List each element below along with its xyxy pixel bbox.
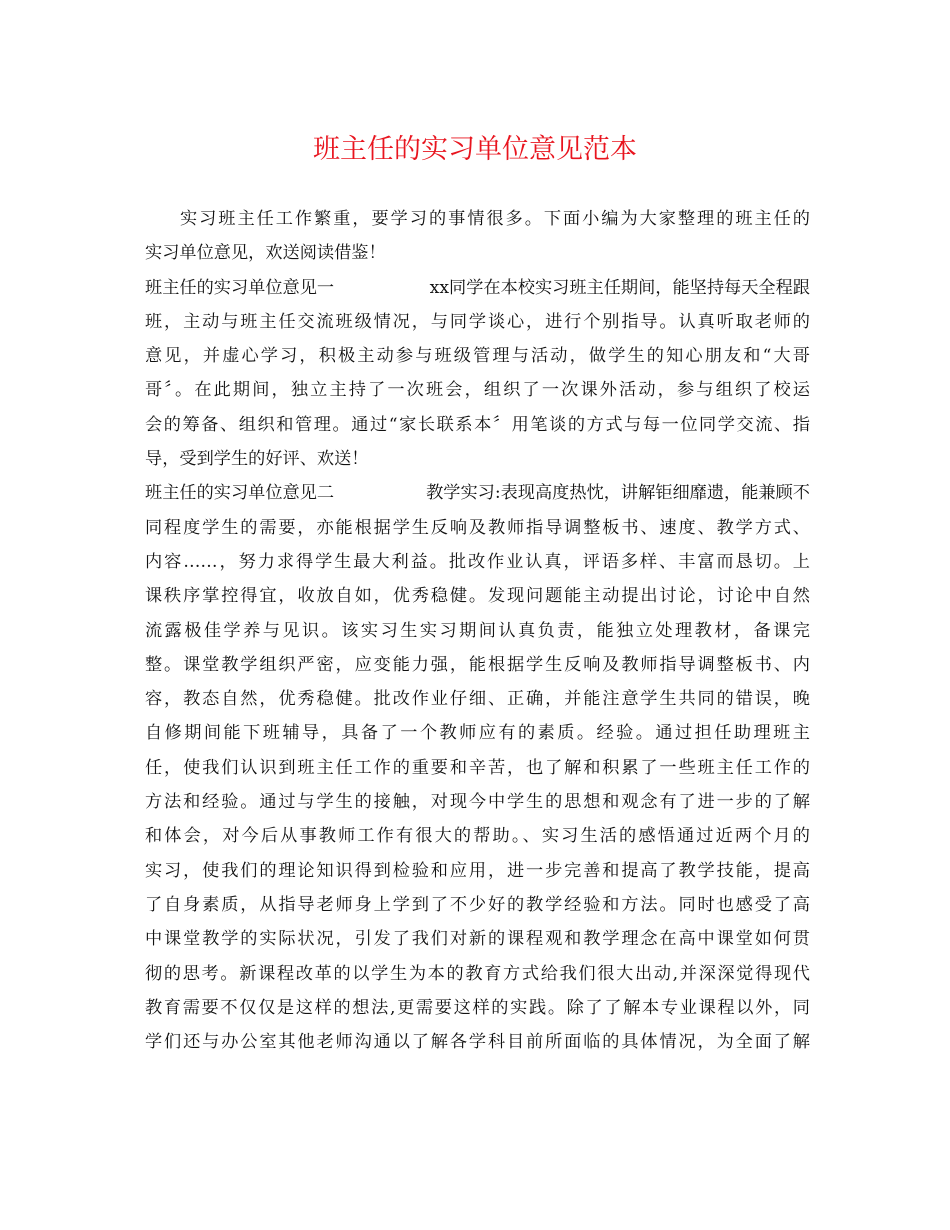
paragraph-line: 方法和经验。通过与学生的接触，对现今中学生的思想和观念有了进一步的了解 <box>145 792 810 813</box>
section2-first-line: 教学实习:表现高度热忱，讲解钜细靡遗，能兼顾不 <box>426 483 810 504</box>
paragraph-line: 教育需要不仅仅是这样的想法,更需要这样的实践。除了了解本专业课程以外，同 <box>145 997 810 1018</box>
section-heading-line <box>145 476 810 510</box>
paragraph-line: 流露极佳学养与见识。该实习生实习期间认真负责，能独立处理教材，备课完 <box>145 620 810 641</box>
paragraph-line: 中课堂教学的实际状况，引发了我们对新的课程观和教学理念在高中课堂如何贯 <box>145 929 810 950</box>
paragraph-line: 彻的思考。新课程改革的以学生为本的教育方式给我们很大出动,并深深觉得现代 <box>145 963 810 984</box>
paragraph-line: 导，受到学生的好评、欢送！ <box>145 449 369 470</box>
section2-heading: 班主任的实习单位意见二 <box>145 483 335 504</box>
document-title: 班主任的实习单位意见范本 <box>313 134 637 165</box>
paragraph-line: 同程度学生的需要，亦能根据学生反响及教师指导调整板书、速度、教学方式、 <box>145 517 810 538</box>
paragraph-line: 容，教态自然，优秀稳健。批改作业仔细、正确，并能注意学生共同的错误，晚 <box>145 689 810 710</box>
paragraph-line: 了自身素质，从指导老师身上学到了不少好的教学经验和方法。同时也感受了高 <box>145 894 810 915</box>
paragraph-line: 任，使我们认识到班主任工作的重要和辛苦，也了解和积累了一些班主任工作的 <box>145 757 810 778</box>
paragraph-line: 内容……，努力求得学生最大利益。批改作业认真，评语多样、丰富而恳切。上 <box>145 551 810 572</box>
paragraph-line: 意见，并虚心学习，积极主动参与班级管理与活动，做学生的知心朋友和“大哥 <box>145 346 810 367</box>
document-body <box>145 202 810 1059</box>
paragraph-line: 和体会，对今后从事教师工作有很大的帮助。、实习生活的感悟通过近两个月的 <box>145 826 810 847</box>
paragraph-line: 学们还与办公室其他老师沟通以了解各学科目前所面临的具体情况，为全面了解 <box>145 1032 810 1053</box>
intro-line: 实习单位意见，欢送阅读借鉴！ <box>145 243 386 264</box>
paragraph-line: 实习，使我们的理论知识得到检验和应用，进一步完善和提高了教学技能，提高 <box>145 860 810 881</box>
paragraph-line: 自修期间能下班辅导，具备了一个教师应有的素质。经验。通过担任助理班主 <box>145 723 810 744</box>
paragraph-line: 课秩序掌控得宜，收放自如，优秀稳健。发现问题能主动提出讨论，讨论中自然 <box>145 586 810 607</box>
paragraph-line: 班，主动与班主任交流班级情况，与同学谈心，进行个别指导。认真听取老师的 <box>145 311 810 332</box>
section1-first-line: xx同学在本校实习班主任期间，能坚持每天全程跟 <box>429 277 810 298</box>
paragraph-line: 整。课堂教学组织严密，应变能力强，能根据学生反响及教师指导调整板书、内 <box>145 654 810 675</box>
section1-heading: 班主任的实习单位意见一 <box>145 277 335 298</box>
paragraph-line: 会的筹备、组织和管理。通过“家长联系本〞用笔谈的方式与每一位同学交流、指 <box>145 414 810 435</box>
section-heading-line <box>145 271 810 305</box>
intro-line: 实习班主任工作繁重，要学习的事情很多。下面小编为大家整理的班主任的 <box>180 209 810 229</box>
paragraph-line: 哥〞。在此期间，独立主持了一次班会，组织了一次课外活动，参与组织了校运 <box>145 380 810 401</box>
